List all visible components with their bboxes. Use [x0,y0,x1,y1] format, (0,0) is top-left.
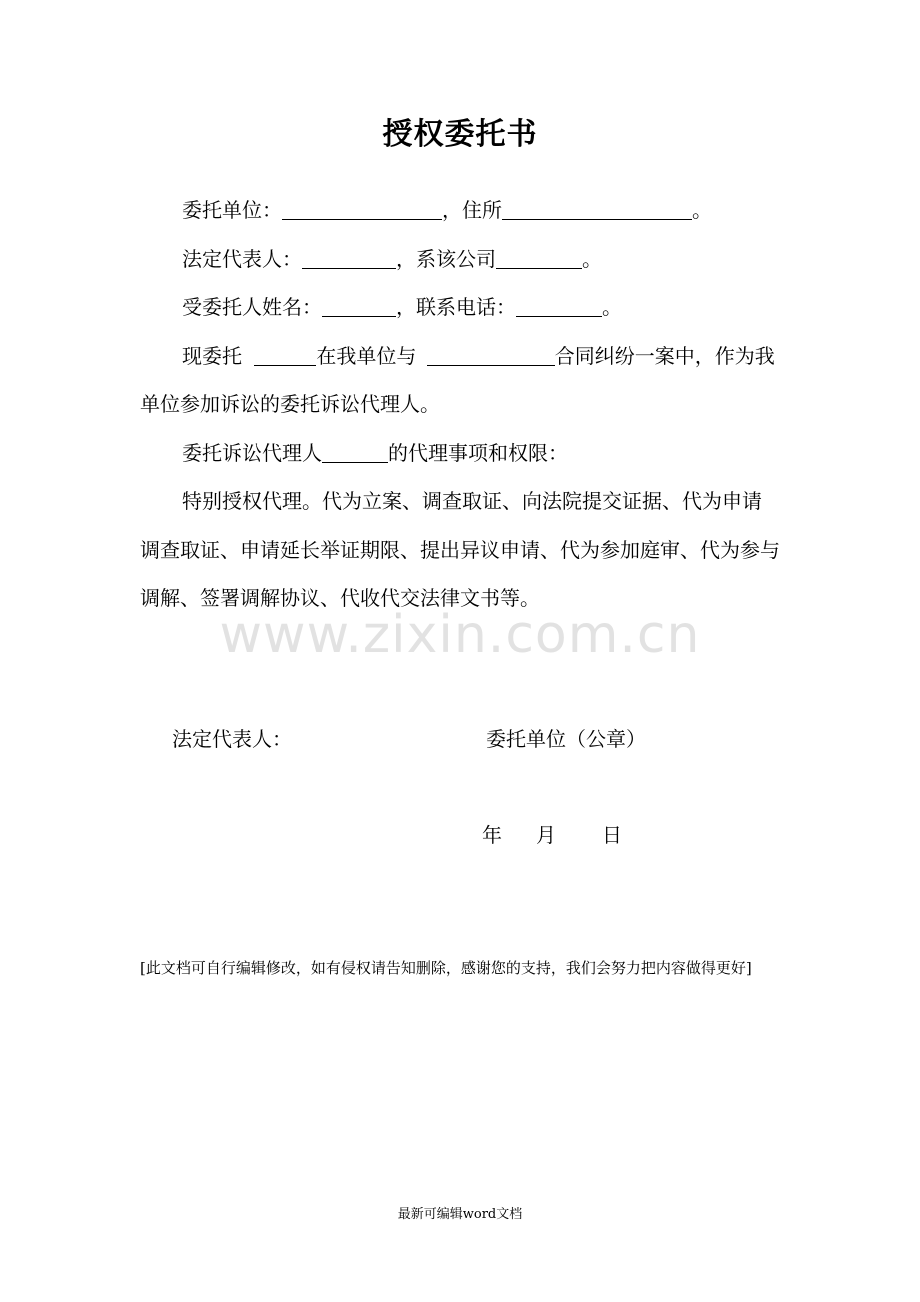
company-blank [496,248,582,269]
authority-heading-line: 委托诉讼代理人 的代理事项和权限： [182,440,568,465]
page-footer: 最新可编辑word文档 [397,1207,523,1222]
company-label: ，系该公司 [396,246,496,271]
authority-paragraph: 特别授权代理。代为立案、调查取证、向法院提交证据、代为申请调查取证、申请延长举证期限、提出异议申请、代为参加庭审、代为参与调解、签署调解协议、代收代交法律文书等。 [140,489,780,610]
address-label: ，住所 [442,198,502,222]
agent-name-blank [322,296,396,317]
year-label: 年 [482,823,502,847]
month-label: 月 [536,823,556,847]
legal-representative-line: 法定代表人： ，系该公司 。 [182,246,602,271]
agent-name-label: 受委托人姓名： [182,295,322,319]
document-body [140,186,780,623]
watermark: www.zixin.com.cn [219,605,701,665]
entrustment-paragraph: 现委托 在我单位与 合同纠纷一案中，作为我单位参加诉讼的委托诉讼代理人。 [140,343,775,416]
agent-line: 受委托人姓名： ，联系电话： 。 [182,295,622,319]
agent-blank [254,345,316,366]
document-title: 授权委托书 [382,117,538,152]
counterparty-blank [427,345,555,366]
legal-rep-blank [302,248,396,269]
entrusting-unit-line: 委托单位： ，住所 。 [182,198,712,222]
legal-rep-signature-label: 法定代表人： [172,727,292,751]
edit-note: [此文档可自行编辑修改，如有侵权请告知删除，感谢您的支持，我们会努力把内容做得更好] [140,959,752,977]
entrusting-unit-seal-label: 委托单位（公章） [486,727,646,751]
phone-blank [516,296,602,317]
legal-rep-label: 法定代表人： [182,246,302,271]
day-label: 日 [602,823,622,847]
entrusting-unit-blank [282,199,442,220]
address-blank [502,199,692,220]
date-line [482,818,622,852]
entrusting-unit-label: 委托单位： [182,198,282,222]
agent-name-blank-2 [322,442,388,463]
phone-label: ，联系电话： [396,295,516,319]
